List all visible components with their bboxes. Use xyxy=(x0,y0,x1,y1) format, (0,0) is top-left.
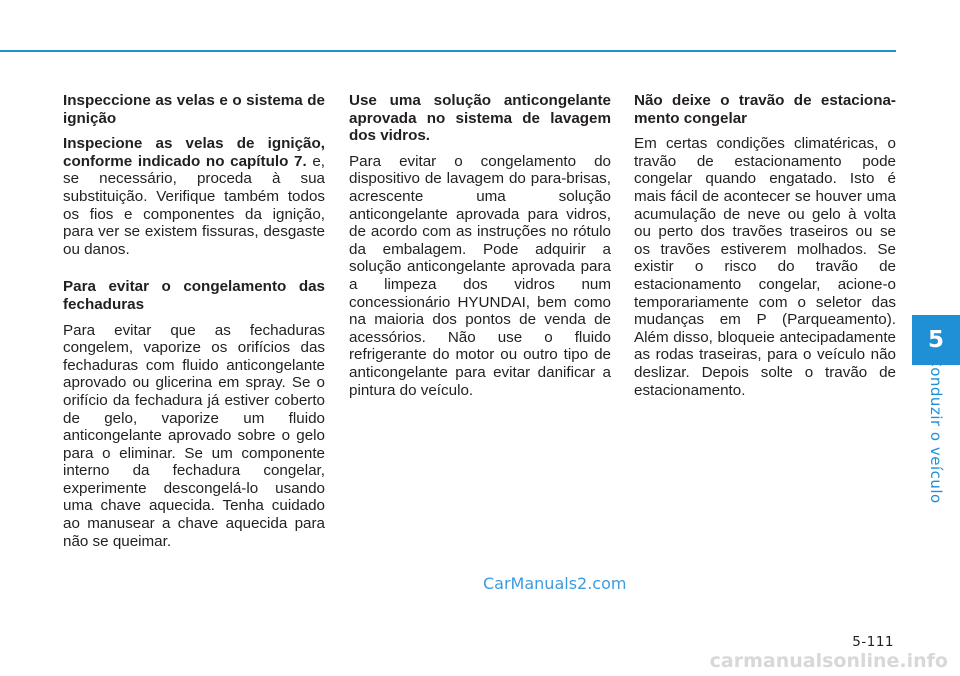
column-3 xyxy=(634,92,896,407)
page-number: 5-111 xyxy=(852,634,894,650)
paragraph-spark-plugs-body: e, se necessário, proceda à sua substituição. Verifique também todos os fios e componentes da ignição, para ver se existem fissuras, desgaste ou danos. xyxy=(63,152,325,258)
paragraph-door-locks: Para evitar que as fechaduras congelem, vaporize os orifícios das fechaduras com fluido anticongelante aprovado ou glicerina em spray. Se o orifício da fechadura já estiver coberto de gelo, vaporize um fluido anticongelante aprovado sobre o gelo para o eliminar. Se um componente interno da fechadura congelar, experimente descongelá-lo usando uma chave aquecida. Tenha cuidado ao manusear a chave aquecida para não se queimar. xyxy=(63,321,325,550)
paragraph-spark-plugs-lead: Inspecione as velas de ignição, conforme indicado no capítulo 7. xyxy=(63,135,325,170)
paragraph-washer-antifreeze: Para evitar o congelamento do dispositivo de lavagem do para-brisas, acrescente uma solução anticongelante aprovada para vidros, de acordo com as instruções no rótulo da embalagem. Pode adquirir a solução anticongelante aprovada para a limpeza dos vidros num concessionário HYUNDAI, bem como na maioria dos pontos de venda de acessórios. Não use o fluido refrigerante do motor ou outro tipo de anticongelante para evitar danificar a pintura do veículo. xyxy=(349,152,611,399)
paragraph-spark-plugs xyxy=(63,135,325,258)
heading-parking-brake: Não deixe o travão de estaciona-mento congelar xyxy=(634,92,896,127)
heading-spark-plugs: Inspeccione as velas e o sistema de ignição xyxy=(63,92,325,127)
chapter-title: Conduzir o veículo xyxy=(927,356,945,504)
heading-door-locks: Para evitar o congelamento das fechaduras xyxy=(63,278,325,313)
header-rule xyxy=(0,50,896,52)
paragraph-parking-brake: Em certas condições climatéricas, o travão de estacionamento pode congelar quando engatado. Isto é mais fácil de acontecer se houver uma acumulação de neve ou gelo à volta ou perto dos travões traseiros ou se os travões estiverem molhados. Se existir o risco do travão de estacionamento congelar, acione-o temporariamente com o seletor das mudanças em P (Parqueamento). Além disso, bloqueie antecipadamente as rodas traseiras, para o veículo não deslizar. Depois solte o travão de estacionamento. xyxy=(634,135,896,399)
watermark-carmanualsonline: carmanualsonline.info xyxy=(709,650,948,672)
heading-washer-antifreeze: Use uma solução anticongelante aprovada no sistema de lavagem dos vidros. xyxy=(349,92,611,145)
column-2 xyxy=(349,92,611,407)
column-1 xyxy=(63,92,325,558)
chapter-tab: 5 xyxy=(912,315,960,365)
watermark-carmanuals2: CarManuals2.com xyxy=(483,574,627,593)
